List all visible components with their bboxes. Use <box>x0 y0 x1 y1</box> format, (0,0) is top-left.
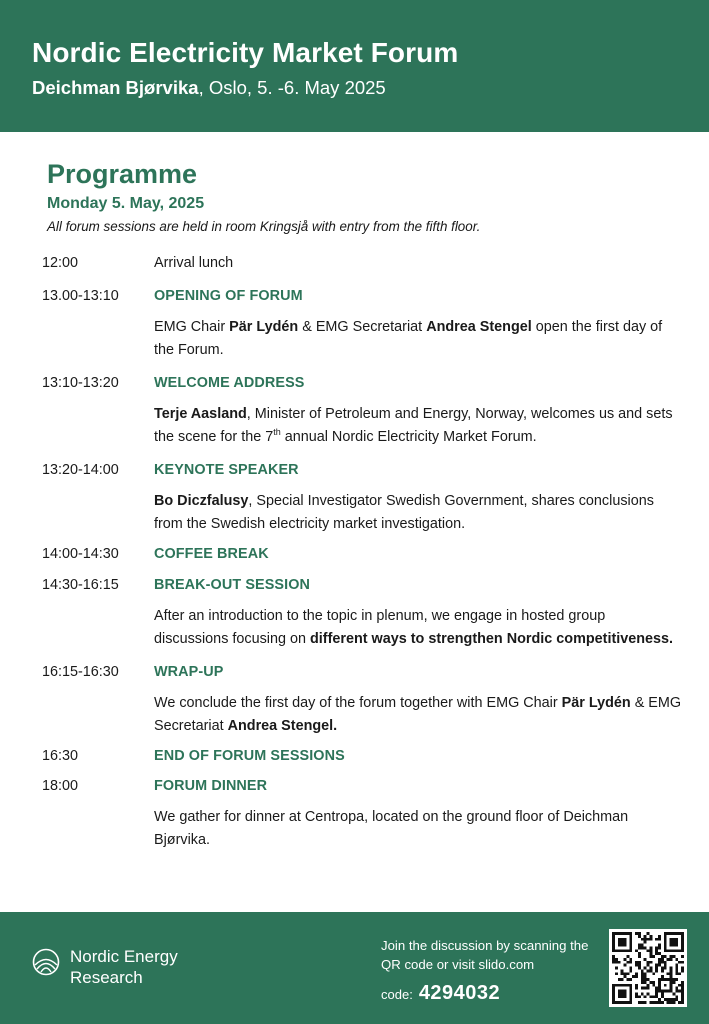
agenda-heading: BREAK-OUT SESSION <box>154 577 311 593</box>
agenda-content <box>154 573 682 650</box>
agenda-description <box>154 806 682 851</box>
programme-note: All forum sessions are held in room Kringsjå with entry from the fifth floor. <box>47 219 481 234</box>
agenda-content <box>154 542 682 565</box>
agenda-heading: WRAP-UP <box>154 664 224 680</box>
programme-day: Monday 5. May, 2025 <box>47 195 205 212</box>
location-dates: , Oslo, 5. -6. May 2025 <box>198 77 386 98</box>
agenda-heading: KEYNOTE SPEAKER <box>154 462 299 478</box>
agenda-content <box>154 371 682 448</box>
agenda-content <box>154 660 682 737</box>
agenda-item <box>42 542 682 565</box>
venue-name: Deichman Bjørvika <box>32 77 199 98</box>
speaker-or-emphasis: Bo Diczfalusy <box>154 493 249 509</box>
agenda-heading: OPENING OF FORUM <box>154 288 303 304</box>
agenda-time: 13:20-14:00 <box>42 462 119 478</box>
agenda-heading: COFFEE BREAK <box>154 546 269 562</box>
slido-code <box>381 982 500 1005</box>
programme-title: Programme <box>47 159 198 189</box>
description-text: After an introduction to the topic in plenum, we engage in hosted group discussions focusing on <box>154 608 606 647</box>
agenda-item <box>42 774 682 851</box>
logo-text <box>70 946 178 988</box>
agenda-list <box>42 251 682 851</box>
page-footer <box>0 912 709 1024</box>
join-discussion-text: Join the discussion by scanning the QR code or visit slido.com <box>381 938 589 972</box>
agenda-content <box>154 744 682 767</box>
agenda-description <box>154 403 682 448</box>
agenda-description <box>154 692 682 737</box>
speaker-or-emphasis: different ways to strengthen Nordic competitiveness. <box>310 630 674 647</box>
code-label: code: <box>381 987 413 1002</box>
agenda-content <box>154 458 682 535</box>
organization-logo <box>32 946 178 988</box>
ordinal-suffix: th <box>273 426 281 437</box>
description-text: & EMG Secretariat <box>154 695 682 734</box>
agenda-description <box>154 316 682 361</box>
description-text: We conclude the first day of the forum together with EMG Chair <box>154 695 562 711</box>
description-text: annual Nordic Electricity Market Forum. <box>280 428 537 445</box>
agenda-item <box>42 660 682 737</box>
speaker-or-emphasis: Andrea Stengel. <box>227 717 338 734</box>
agenda-description <box>154 490 682 535</box>
agenda-time: 13.00-13:10 <box>42 288 119 304</box>
description-text: open the first day of the Forum. <box>154 319 663 358</box>
agenda-content <box>154 284 682 361</box>
agenda-item <box>42 371 682 448</box>
description-text: We gather for dinner at Centropa, located on the ground floor of Deichman Bjørvika. <box>154 809 629 848</box>
logo-line-1: Nordic Energy <box>70 947 178 966</box>
logo-line-2: Research <box>70 968 143 987</box>
agenda-heading: END OF FORUM SESSIONS <box>154 748 345 764</box>
agenda-heading: FORUM DINNER <box>154 778 268 794</box>
description-text: , Minister of Petroleum and Energy, Norway, welcomes us and sets the scene for the 7 <box>154 406 673 445</box>
speaker-or-emphasis: Terje Aasland <box>154 406 247 422</box>
agenda-description <box>154 605 682 650</box>
agenda-item <box>42 458 682 535</box>
qr-code-graphic <box>612 932 684 1004</box>
agenda-time: 18:00 <box>42 778 79 794</box>
agenda-item <box>42 744 682 767</box>
speaker-or-emphasis: Pär Lydén <box>229 319 299 335</box>
qr-code-icon[interactable] <box>609 929 687 1007</box>
speaker-or-emphasis: Pär Lydén <box>561 695 631 711</box>
agenda-time: 14:30-16:15 <box>42 577 119 593</box>
agenda-item <box>42 284 682 361</box>
agenda-time: 14:00-14:30 <box>42 546 119 562</box>
description-text: , Special Investigator Swedish Government, shares conclusions from the Swedish electricity market investigation. <box>154 493 654 532</box>
agenda-content <box>154 774 682 851</box>
code-value: 4294032 <box>418 982 501 1004</box>
agenda-heading: WELCOME ADDRESS <box>154 375 305 391</box>
agenda-label: Arrival lunch <box>154 255 234 271</box>
agenda-item <box>42 573 682 650</box>
speaker-or-emphasis: Andrea Stengel <box>426 319 532 335</box>
nordic-energy-research-logo-icon <box>32 948 60 976</box>
agenda-time: 16:30 <box>42 748 79 764</box>
agenda-item <box>42 251 682 274</box>
description-text: & EMG Secretariat <box>298 319 427 335</box>
page-header <box>0 0 709 132</box>
forum-subtitle <box>32 76 709 100</box>
agenda-time: 13:10-13:20 <box>42 375 119 391</box>
description-text: EMG Chair <box>154 319 230 335</box>
agenda-time: 12:00 <box>42 255 79 271</box>
forum-title: Nordic Electricity Market Forum <box>32 37 459 68</box>
agenda-content <box>154 251 682 274</box>
agenda-time: 16:15-16:30 <box>42 664 119 680</box>
